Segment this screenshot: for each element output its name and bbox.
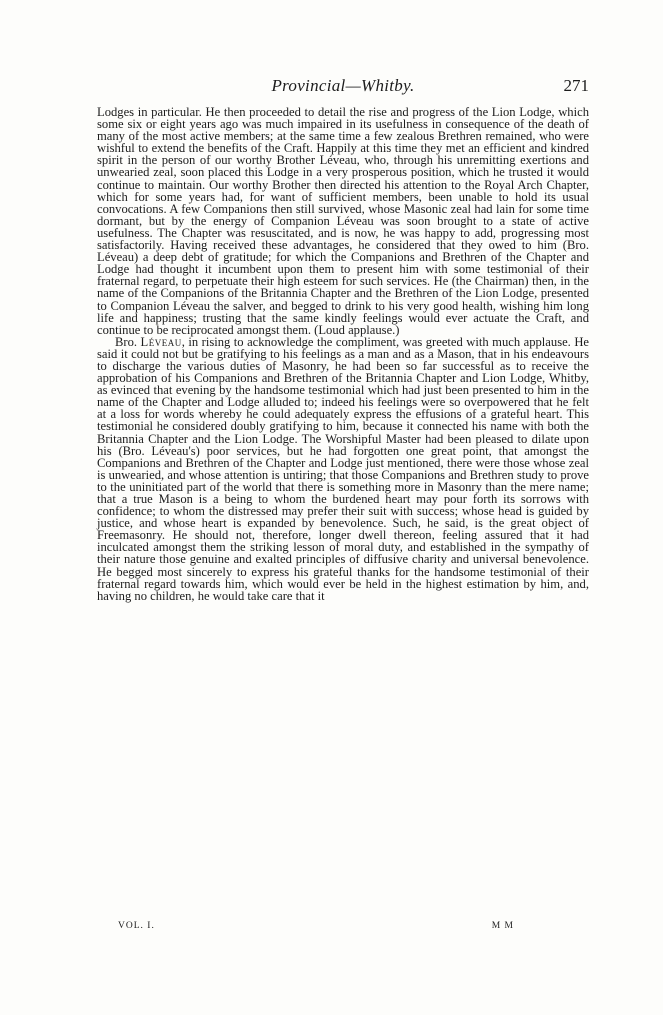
volume-label: VOL. I. [118, 921, 155, 931]
page-header [97, 76, 589, 98]
paragraph-2-lead: Bro. [115, 334, 141, 349]
page-footer [118, 921, 514, 935]
page-number: 271 [563, 76, 589, 95]
paragraph-2-text: , in rising to acknowledge the compliment, was greeted with much applause. He said it could not but be gratifying to his feelings as a man and as a Mason, that in his endeavours to discharge the various duties of Masonry, he had been so far successful as to receive the approbation of his Companions and Brethren of the Britannia Chapter and Lion Lodge, Whitby, as evinced that evening by the handsome testimonial which had just been presented to him in the name of the Chapter and Lodge alluded to; indeed his feelings were so overpowered that he felt at a loss for words whereby he could adequately express the effusions of a grateful heart. This testimonial he considered doubly gratifying to him, because it connected his name with both the Britannia Chapter and the Lion Lodge. The Worshipful Master had been pleased to dilate upon his (Bro. Léveau's) poor services, but he had forgotten one great point, that amongst the Companions and Brethren of the Chapter and Lodge just mentioned, there were those whose zeal is unwearied, and whose attention is untiring; that those Companions and Brethren study to prove to the uninitiated part of the world that there is something more in Masonry than the mere name; that a true Mason is a being to whom the burdened heart may pour forth its sorrows with confidence; to whom the distressed may prefer their suit with success; whose head is guided by justice, and whose heart is expanded by benevolence. Such, he said, is the great object of Freemasonry. He should not, therefore, longer dwell thereon, feeling assured that it had inculcated amongst them the striking lesson of moral duty, and established in the sympathy of their nature those genuine and exalted principles of diffusive charity and universal benevolence. He begged most sincerely to express his grateful thanks for the handsome testimonial of their fraternal regard towards him, which would ever be held in the highest estimation by him, and, having no children, he would take care that it [97, 334, 589, 603]
paragraph-1: Lodges in particular. He then proceeded to detail the rise and progress of the Lion Lodge, which some six or eight years ago was much impaired in its usefulness in consequence of the death of many of the most active members; at the same time a few zealous Brethren remained, who were wishful to extend the benefits of the Craft. Happily at this time they met an efficient and kindred spirit in the person of our worthy Brother Léveau, who, through his unremitting exertions and unwearied zeal, soon placed this Lodge in a very prosperous position, which he trusted it would continue to maintain. Our worthy Brother then directed his attention to the Royal Arch Chapter, which for some years had, for want of sufficient members, been unable to hold its usual convocations. A few Companions then still survived, whose Masonic zeal had lain for some time dormant, but by the energy of Companion Léveau was soon brought to a state of active usefulness. The Chapter was resuscitated, and is now, he was happy to add, progressing most satisfactorily. Having received these advantages, he considered that they owed to him (Bro. Léveau) a deep debt of gratitude; for which the Companions and Brethren of the Chapter and Lodge had thought it incumbent upon them to present him with some testimonial of their fraternal regard, to perpetuate their high esteem for such services. He (the Chairman) then, in the name of the Companions of the Britannia Chapter and the Brethren of the Lion Lodge, presented to Companion Léveau the salver, and begged to drink to his very good health, wishing him long life and happiness; trusting that the same kindly feelings would ever actuate the Craft, and continue to be reciprocated amongst them. (Loud applause.) [97, 105, 589, 337]
speaker-name: Léveau [140, 334, 182, 349]
body-text [97, 106, 589, 602]
paragraph-2 [97, 336, 589, 602]
signature-mark: M M [491, 921, 514, 931]
running-title: Provincial—Whitby. [271, 76, 415, 95]
